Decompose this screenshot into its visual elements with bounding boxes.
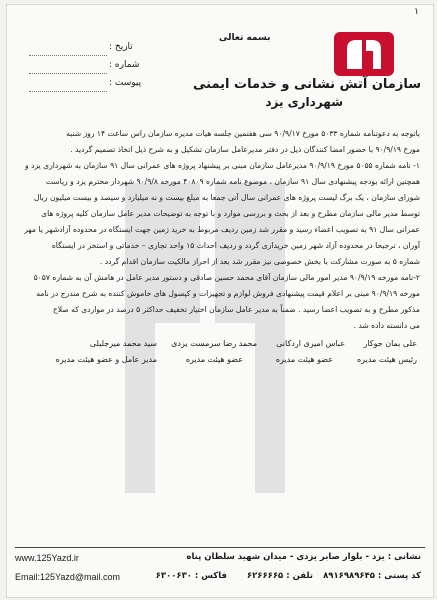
signatory-role: مدیر عامل و عضو هیئت مدیره bbox=[55, 355, 157, 364]
body-line: توسط مدیر مالی سازمان مطرح و بعد از بحث و بررسی موارد و با توجه به توضیحات مدیر عامل سازمان کلیه پروژه های bbox=[41, 209, 420, 218]
body-line: ۲-نامه مورخه ۹۰/۹/۱۹ مدیر امور مالی سازمان آقای محمد حسین صادقی و دستور مدیر عامل در هامش آن به شماره ۵۰۵۷ bbox=[33, 273, 420, 282]
document-page bbox=[6, 4, 434, 598]
footer-email[interactable]: Email:125Yazd@mail.com bbox=[15, 572, 121, 582]
attachment-line bbox=[29, 91, 107, 92]
watermark-logo bbox=[115, 173, 295, 503]
signatory-name: محمد رضا سرمست یزدی bbox=[171, 339, 257, 348]
number-line bbox=[29, 73, 107, 74]
signatory-role: رئیس هیئت مدیره bbox=[356, 355, 417, 364]
signatory-role: عضو هیئت مدیره bbox=[185, 355, 243, 364]
organization-subtitle: شهرداری یزد bbox=[265, 95, 343, 109]
body-line: مذکور مطرح و به تصویب اعضا رسید . ضمناً به مدیر عامل سازمان اختیار تخفیف حداکثر ۵ درصد در مواردی که صلاح bbox=[52, 305, 420, 314]
page-number: ۱ bbox=[414, 7, 419, 17]
attachment-label: پیوست : bbox=[109, 78, 142, 88]
body-line: باتوجه به دعوتنامه شماره ۵۰۳۳ مورخ ۹۰/۹/۱۷ سی هفتمین جلسه هیات مدیره سازمان راس ساعت ۱۴ روز شنبه bbox=[66, 129, 420, 138]
invocation-text: بسمه تعالی bbox=[219, 33, 271, 43]
signatory-name: عباس امیری اردکانی bbox=[276, 339, 345, 348]
body-line: همچنین ارائه بودجه پیشنهادی سال ۹۱ سازمان ، موضوع نامه شماره ۴۰۸۰۹ مورخه ۹۰/۹/۸ شهردار محترم یزد و ریاست bbox=[45, 177, 420, 186]
footer-address: نشانی : یزد - بلوار صابر یزدی - میدان شهید سلطان پناه bbox=[186, 552, 421, 562]
body-line: آوران ، ترجیحا در محدوده آزاد شهر زمین خریداری گردد و ردیف احداث ۱۵ واحد تجاری – خدماتی و استخر در ایستگاه bbox=[51, 241, 420, 250]
body-line: شماره ۵ به صورت مشارکت با بخش خصوصی نیز مقرر شد بعد از احراز مالکیت سازمان اقدام گردد . bbox=[99, 257, 420, 266]
body-line: شورای سازمان ، یک برگ لیست پروژه های عمرانی سال آتی جمعا به مبلغ بیست و نه میلیارد و سیصد و بیست میلیون ریال bbox=[33, 193, 420, 202]
organization-logo-icon bbox=[333, 31, 395, 77]
body-line: مورخ ۹۰/۹/۱۹ با حضور امضا کنندگان ذیل در دفتر مدیرعامل سازمان تشکیل و به شرح ذیل اتخاذ تصمیم گردید . bbox=[70, 145, 420, 154]
footer-phone: تلفن : ۶۲۶۶۶۶۵ bbox=[246, 571, 313, 581]
footer-postal-code: کد پستی : ۸۹۱۶۹۸۹۶۴۵ bbox=[323, 571, 421, 581]
date-line bbox=[29, 55, 107, 56]
body-line: عمرانی سال ۹۱ به تصویب اعضاء رسید و مقرر شد زمین ردیف مربوط به خرید زمین جهت ایستگاه در محدوده آزادشهر یا مهر bbox=[24, 225, 420, 234]
footer-fax: فاکس : ۶۳۰۰۶۳۰ bbox=[155, 571, 227, 581]
body-line: مورخه ۹۰/۹/۱۹ مبنی بر اعلام قیمت پیشنهادی فروش لوازم و تجهیزات و کپسول های خاموش کننده به شرح مندرج در نامه bbox=[36, 289, 420, 298]
number-label: شماره : bbox=[109, 60, 140, 70]
date-label: تاریخ : bbox=[109, 42, 133, 52]
body-line: می دانسته داده شد . bbox=[353, 321, 420, 330]
footer-website[interactable]: www.125Yazd.ir bbox=[15, 553, 79, 563]
signatory-name: علی بمان جوکار bbox=[363, 339, 417, 348]
organization-name: سازمان آتش نشانی و خدمات ایمنی bbox=[192, 77, 421, 92]
body-line: ۱- نامه شماره ۵۰۵۵ مورخ ۹۰/۹/۱۹ مدیرعامل سازمان مبنی بر پیشنهاد پروژه های عمرانی سال ۹۱ سازمان به شهرداری یزد و bbox=[25, 161, 420, 170]
signatory-name: سید محمد میرجلیلی bbox=[89, 339, 157, 348]
signatory-role: عضو هیئت مدیره bbox=[275, 355, 333, 364]
footer-divider bbox=[15, 547, 425, 548]
